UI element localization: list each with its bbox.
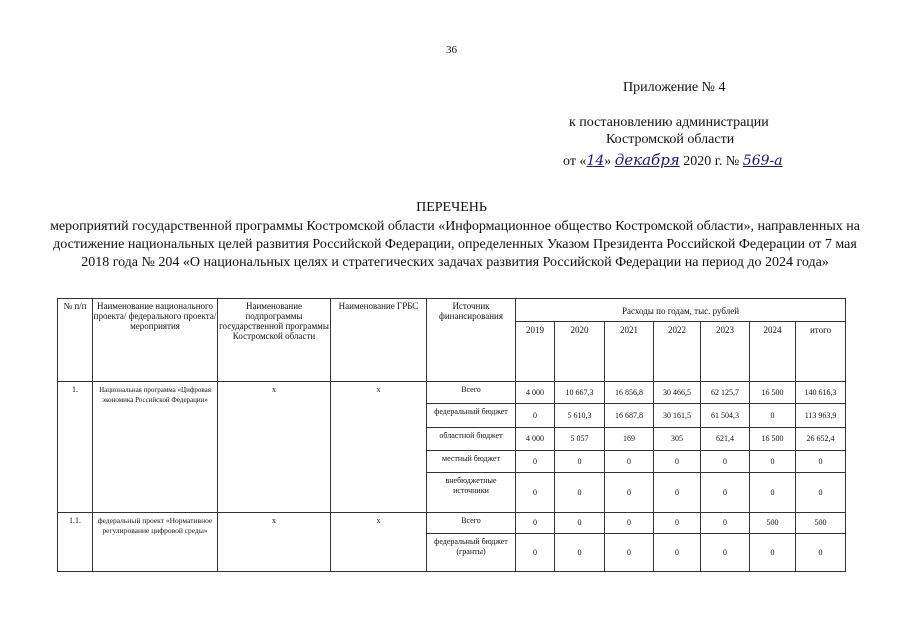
- row-num: 1.: [58, 382, 93, 513]
- value-cell: 0: [516, 451, 555, 473]
- header-num: № п/п: [58, 299, 93, 382]
- value-cell: 0: [750, 404, 796, 428]
- value-cell: 0: [605, 473, 654, 513]
- value-cell: 0: [654, 534, 701, 572]
- value-cell: 0: [750, 534, 796, 572]
- project-name: федеральный проект «Нормативное регулирование цифровой среды»: [93, 513, 218, 572]
- year-2020: 2020: [555, 322, 605, 382]
- subprogram-name: х: [218, 382, 331, 513]
- value-cell: 0: [654, 473, 701, 513]
- year-2019: 2019: [516, 322, 555, 382]
- value-cell: 0: [750, 473, 796, 513]
- source-cell: федеральный бюджет (гранты): [427, 534, 516, 572]
- value-cell: 5 057: [555, 428, 605, 451]
- header-grbs: Наименование ГРБС: [331, 299, 427, 382]
- year-2021: 2021: [605, 322, 654, 382]
- value-cell: 0: [516, 473, 555, 513]
- table-row: [58, 513, 846, 534]
- expenses-table: [57, 298, 846, 572]
- value-cell: 4 000: [516, 428, 555, 451]
- value-cell: 0: [796, 451, 846, 473]
- date-mid: »: [604, 154, 615, 169]
- page-number: 36: [446, 44, 457, 56]
- value-cell: 621,4: [701, 428, 750, 451]
- value-cell: 0: [654, 451, 701, 473]
- appendix-line-2: Костромской области: [606, 132, 735, 147]
- value-cell: 0: [605, 513, 654, 534]
- value-cell: 0: [516, 513, 555, 534]
- value-cell: 0: [555, 473, 605, 513]
- value-cell: 0: [750, 451, 796, 473]
- date-month-handwritten: декабря: [614, 151, 680, 169]
- value-cell: 0: [701, 451, 750, 473]
- value-cell: 0: [654, 513, 701, 534]
- date-number-handwritten: 569-а: [742, 153, 783, 169]
- appendix-title: Приложение № 4: [623, 80, 726, 95]
- header-project: Наименование национального проекта/ федерального проекта/ мероприятия: [93, 299, 218, 382]
- value-cell: 0: [796, 534, 846, 572]
- value-cell: 61 504,3: [701, 404, 750, 428]
- value-cell: 16 500: [750, 382, 796, 404]
- grbs-name: х: [331, 513, 427, 572]
- value-cell: 0: [555, 534, 605, 572]
- source-cell: Всего: [427, 382, 516, 404]
- value-cell: 305: [654, 428, 701, 451]
- value-cell: 0: [701, 513, 750, 534]
- appendix-date: [563, 151, 783, 170]
- year-2022: 2022: [654, 322, 701, 382]
- subprogram-name: х: [218, 513, 331, 572]
- value-cell: 0: [555, 451, 605, 473]
- value-cell: 0: [516, 404, 555, 428]
- value-cell: 16 687,8: [605, 404, 654, 428]
- table-row: [58, 382, 846, 404]
- header-source: Источник финансирования: [427, 299, 516, 382]
- value-cell: 0: [796, 473, 846, 513]
- value-cell: 16 856,8: [605, 382, 654, 404]
- value-cell: 0: [605, 534, 654, 572]
- document-title: ПЕРЕЧЕНЬ: [416, 200, 487, 215]
- year-total: итого: [796, 322, 846, 382]
- value-cell: 0: [555, 513, 605, 534]
- date-day-handwritten: 14: [586, 153, 605, 169]
- value-cell: 0: [701, 473, 750, 513]
- value-cell: 0: [516, 534, 555, 572]
- value-cell: 5 610,3: [555, 404, 605, 428]
- value-cell: 4 000: [516, 382, 555, 404]
- year-2024: 2024: [750, 322, 796, 382]
- value-cell: 169: [605, 428, 654, 451]
- source-cell: областной бюджет: [427, 428, 516, 451]
- value-cell: 500: [750, 513, 796, 534]
- date-prefix: от «: [563, 154, 587, 169]
- value-cell: 10 667,3: [555, 382, 605, 404]
- source-cell: внебюджетные источники: [427, 473, 516, 513]
- value-cell: 0: [701, 534, 750, 572]
- value-cell: 500: [796, 513, 846, 534]
- row-num: 1.1.: [58, 513, 93, 572]
- source-cell: федеральный бюджет: [427, 404, 516, 428]
- value-cell: 140 616,3: [796, 382, 846, 404]
- value-cell: 62 125,7: [701, 382, 750, 404]
- value-cell: 16 500: [750, 428, 796, 451]
- project-name: Национальная программа «Цифровая экономика Российской Федерации»: [93, 382, 218, 513]
- value-cell: 0: [605, 451, 654, 473]
- appendix-line-1: к постановлению администрации: [569, 115, 769, 130]
- value-cell: 26 652,4: [796, 428, 846, 451]
- source-cell: местный бюджет: [427, 451, 516, 473]
- value-cell: 30 466,5: [654, 382, 701, 404]
- header-expenses: Расходы по годам, тыс. рублей: [516, 299, 846, 322]
- header-subprogram: Наименование подпрограммы государственной программы Костромской области: [218, 299, 331, 382]
- value-cell: 113 963,9: [796, 404, 846, 428]
- year-2023: 2023: [701, 322, 750, 382]
- document-subtitle: мероприятий государственной программы Костромской области «Информационное общество Костромской области», направленных на достижение национальных целей развития Российской Федерации, определенных Указом Президента Российской Федерации от 7 мая 2018 года № 204 «О национальных целях и стратегических задачах развития Российской Федерации на период до 2024 года»: [50, 219, 860, 270]
- date-year: 2020 г. №: [679, 154, 743, 169]
- source-cell: Всего: [427, 513, 516, 534]
- value-cell: 30 161,5: [654, 404, 701, 428]
- grbs-name: х: [331, 382, 427, 513]
- header-row: [58, 299, 846, 322]
